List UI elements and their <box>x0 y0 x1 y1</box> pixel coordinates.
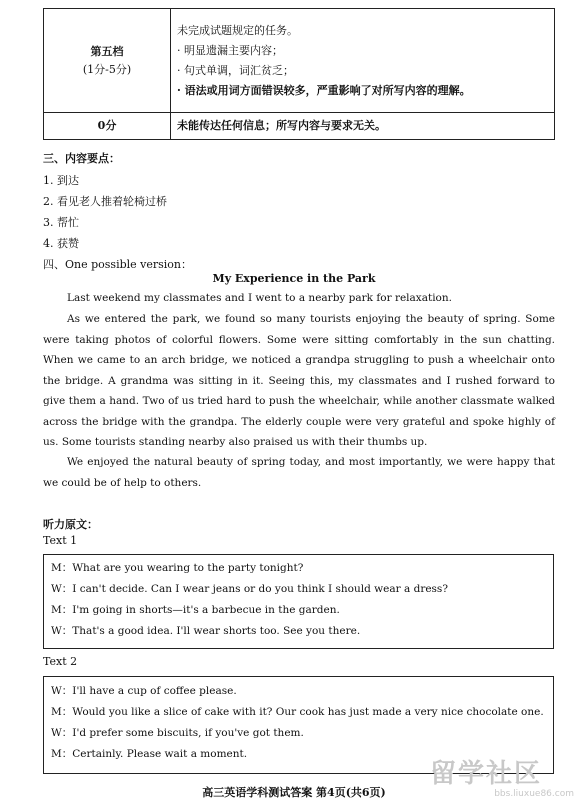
level5-line: · 句式单调，词汇贫乏； <box>177 63 294 77</box>
content-point: 2. 看见老人推着轮椅过桥 <box>43 195 167 208</box>
text1-label: Text 1 <box>43 534 78 547</box>
level5-line: · 语法或用词方面错误较多，严重影响了对所写内容的理解。 <box>177 83 471 97</box>
section3-heading: 三、内容要点： <box>43 152 120 165</box>
content-point: 4. 获赞 <box>43 237 79 250</box>
watermark-logo <box>430 753 580 799</box>
essay-paragraph: We enjoyed the natural beauty of spring today, and most importantly, we were happy that we could be of help to others. <box>43 456 555 489</box>
grading-table <box>43 8 555 140</box>
dialogue-line: M：Certainly. Please wait a moment. <box>51 748 248 760</box>
level5-description <box>171 9 555 113</box>
watermark-logo-text: 留学社区 <box>430 759 543 789</box>
level5-line: · 明显遗漏主要内容； <box>177 43 283 57</box>
watermark-url: bbs.liuxue86.com <box>494 789 574 799</box>
content-point: 1. 到达 <box>43 174 79 187</box>
section4-heading: 四、One possible version： <box>43 258 192 271</box>
dialogue-line: M：I'm going in shorts—it's a barbecue in the garden. <box>51 604 340 616</box>
level0-description: 未能传达任何信息；所写内容与要求无关。 <box>171 113 555 140</box>
dialogue-line: M：What are you wearing to the party tonight? <box>51 562 304 574</box>
level5-line: 未完成试题规定的任务。 <box>177 23 298 37</box>
essay-title: My Experience in the Park <box>212 272 376 285</box>
dialogue-line: W：I'll have a cup of coffee please. <box>51 685 237 697</box>
level0-name: 0分 <box>44 113 171 140</box>
dialogue-line: W：I can't decide. Can I wear jeans or do you think I should wear a dress? <box>51 583 448 595</box>
text1-box <box>43 554 554 649</box>
level5-name: 第五档 <box>90 44 124 58</box>
dialogue-line: W：I'd prefer some biscuits, if you've got them. <box>51 727 304 739</box>
level5-cell <box>44 9 171 113</box>
text2-label: Text 2 <box>43 655 78 668</box>
essay-paragraph: Last weekend my classmates and I went to a nearby park for relaxation. <box>67 292 452 304</box>
listening-heading: 听力原文： <box>43 518 98 531</box>
dialogue-line: W：That's a good idea. I'll wear shorts too. See you there. <box>51 625 361 637</box>
level5-range: (1分-5分) <box>82 62 132 76</box>
essay-paragraph: As we entered the park, we found so many tourists enjoying the beauty of spring. Some were taking photos of colorful flowers. Some were sitting comfortably in the sun chatting. When we came to an arch bridge, we noticed a grandpa struggling to push a wheelchair onto the bridge. A grandma was sitting in it. Seeing this, my classmates and I rushed forward to give them a hand. Two of us tried hard to push the wheelchair, while another classmate walked across the bridge with the grandpa. The elderly couple were very grateful and spoke highly of us. Some tourists standing nearby also praised us with their thumbs up. <box>43 313 555 448</box>
page-footer: 高三英语学科测试答案 第4页(共6页) <box>202 786 386 799</box>
dialogue-line: M：Would you like a slice of cake with it? Our cook has just made a very nice chocolate one. <box>51 706 544 718</box>
content-point: 3. 帮忙 <box>43 216 79 229</box>
